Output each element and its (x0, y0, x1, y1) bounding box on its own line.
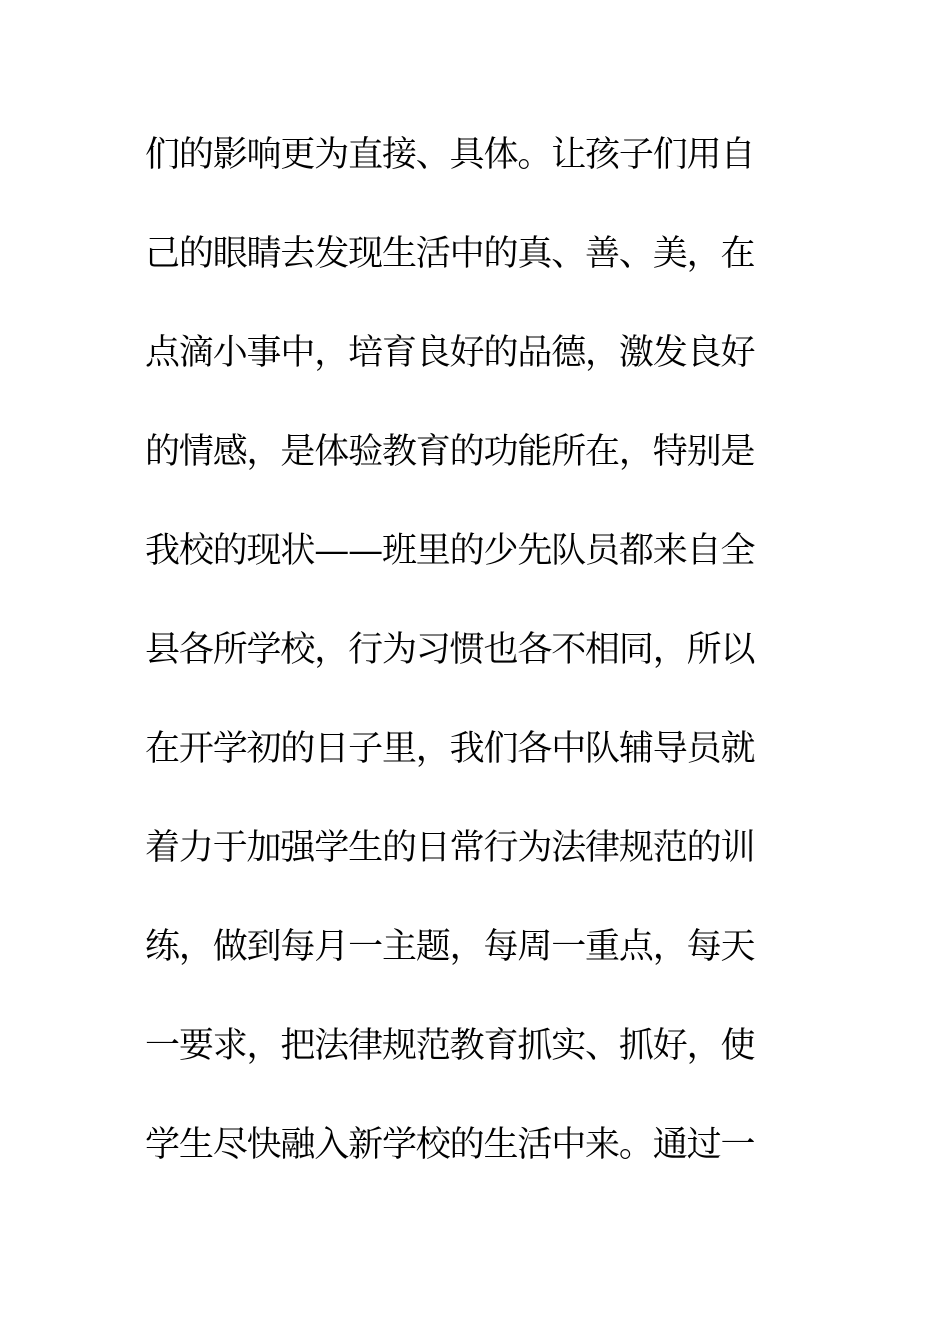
text-line: 们的影响更为直接、具体。让孩子们用自 (145, 135, 755, 175)
text-line: 一要求，把法律规范教育抓实、抓好，使 (145, 1026, 755, 1066)
text-line: 的情感，是体验教育的功能所在，特别是 (145, 432, 755, 472)
text-line: 点滴小事中，培育良好的品德，激发良好 (145, 333, 755, 373)
text-line: 己的眼睛去发现生活中的真、善、美，在 (145, 234, 755, 274)
body-text (145, 126, 785, 1215)
text-line: 我校的现状——班里的少先队员都来自全 (145, 531, 755, 571)
text-line: 着力于加强学生的日常行为法律规范的训 (145, 828, 755, 868)
text-line: 学生尽快融入新学校的生活中来。通过一 (145, 1125, 755, 1165)
text-line: 练，做到每月一主题，每周一重点，每天 (145, 927, 755, 967)
text-line: 在开学初的日子里，我们各中队辅导员就 (145, 729, 755, 769)
text-line: 县各所学校，行为习惯也各不相同，所以 (145, 630, 755, 670)
